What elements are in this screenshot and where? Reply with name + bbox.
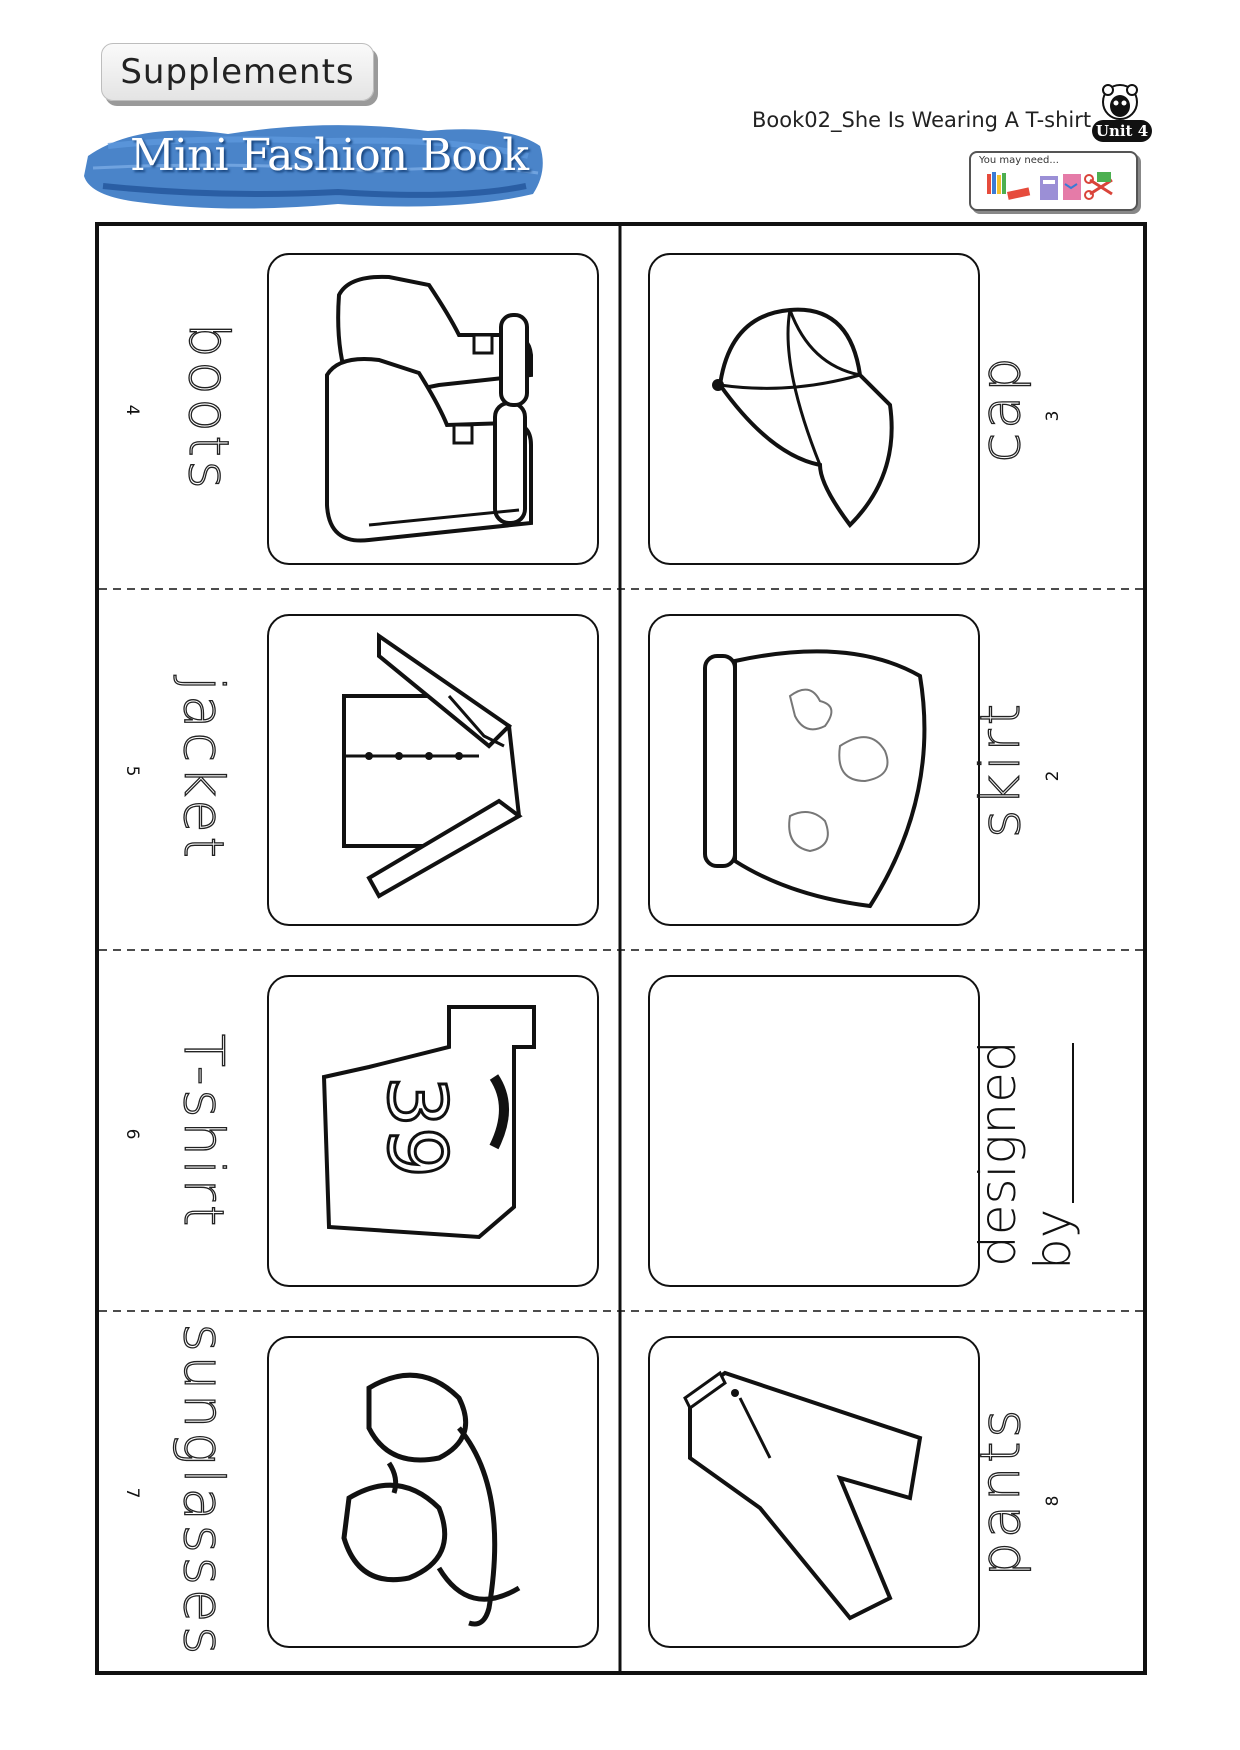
jacket-icon <box>269 616 601 928</box>
page-number: 3 <box>1043 410 1063 422</box>
page-jacket <box>99 589 624 952</box>
skirt-icon <box>650 616 982 928</box>
boots-icon <box>269 255 601 567</box>
trace-word: skirt <box>968 700 1032 838</box>
cap-icon <box>650 255 982 567</box>
by-label <box>1024 990 1082 1270</box>
sunglasses-icon <box>269 1338 601 1650</box>
supplies-box <box>969 151 1138 211</box>
name-blank-line[interactable] <box>1032 1043 1074 1203</box>
supplies-label: You may need... <box>979 155 1059 166</box>
trace-word: T-shirt <box>172 1033 236 1231</box>
trace-word: cap <box>968 353 1032 463</box>
page-t-shirt <box>99 950 624 1313</box>
crayons-glue-scissors-icon <box>985 170 1125 204</box>
page-number: 7 <box>122 1487 142 1499</box>
by-text: by <box>1024 1208 1082 1270</box>
book-code-title: Book02_She Is Wearing A T-shirt <box>752 108 1092 132</box>
picture-panel <box>267 975 599 1287</box>
picture-panel <box>648 614 980 926</box>
page-number: 4 <box>122 404 142 416</box>
page-pants <box>620 1311 1145 1674</box>
page-number: 6 <box>122 1128 142 1140</box>
picture-panel <box>267 614 599 926</box>
banner-title: Mini Fashion Book <box>130 130 529 181</box>
mini-book-sheet <box>95 222 1147 1675</box>
page-cap <box>620 226 1145 589</box>
blank-drawing-panel[interactable] <box>648 975 980 1287</box>
page-boots <box>99 226 624 589</box>
picture-panel <box>648 1336 980 1648</box>
t-shirt-icon <box>269 977 601 1289</box>
pants-icon <box>650 1338 982 1650</box>
trace-word: boots <box>177 323 241 493</box>
page-number: 2 <box>1043 770 1063 782</box>
picture-panel <box>267 1336 599 1648</box>
page-number: 5 <box>122 765 142 777</box>
picture-panel <box>648 253 980 565</box>
page-sunglasses <box>99 1311 624 1674</box>
page-cover <box>620 950 1145 1313</box>
trace-word: jacket <box>172 676 236 862</box>
trace-word: pants <box>968 1405 1032 1577</box>
unit-badge: Unit 4 <box>1092 120 1152 142</box>
t-shirt-print: 39 <box>370 1076 463 1178</box>
designed-label: designed <box>969 1040 1027 1267</box>
page-number: 8 <box>1043 1495 1063 1507</box>
picture-panel <box>267 253 599 565</box>
page-skirt <box>620 589 1145 952</box>
trace-word: sunglasses <box>172 1323 236 1659</box>
tab-label: Supplements <box>120 52 355 92</box>
supplements-tab <box>101 43 374 101</box>
